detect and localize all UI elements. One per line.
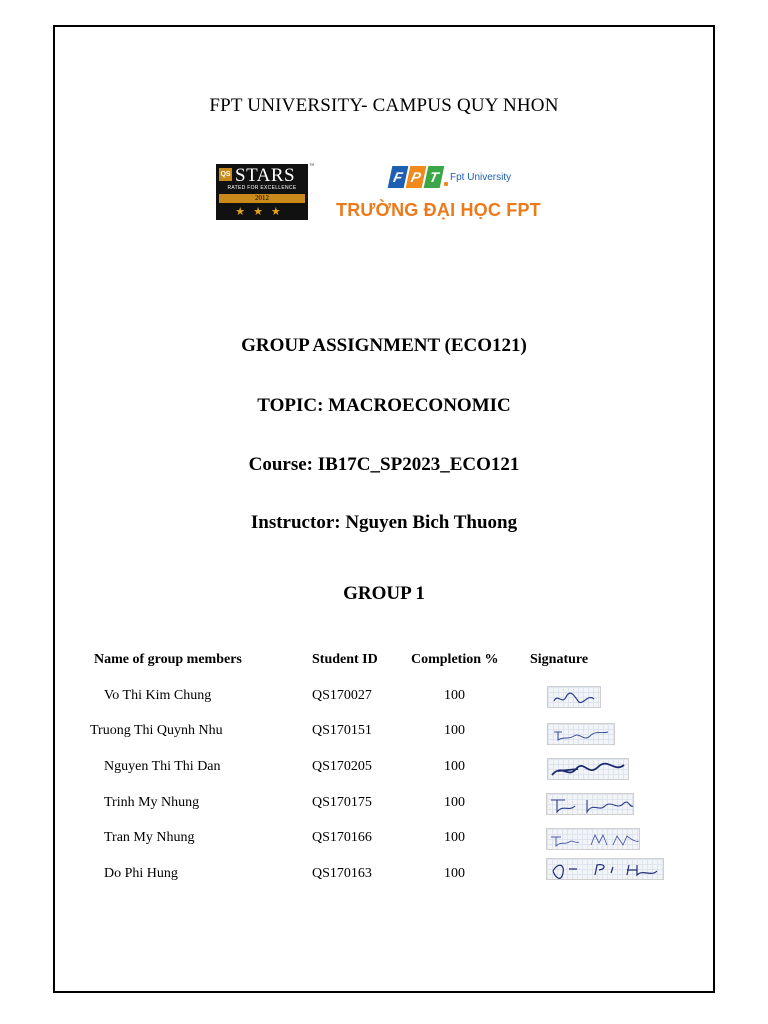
rating-stars-icon: ★★★ [235,206,289,218]
signature-stroke-icon [548,687,602,709]
signature-stroke-icon [548,759,630,781]
signature-stroke-icon [547,794,635,816]
trademark-mark: ™ [309,164,314,169]
header-student-id: Student ID [312,652,378,667]
member-name: Tran My Nhung [104,830,195,845]
fpt-vietnamese-name: TRƯỜNG ĐẠI HỌC FPT [336,200,541,220]
fpt-tag: Fpt University [450,172,512,183]
signature-image [546,828,640,850]
topic-title: TOPIC: MACROECONOMIC [257,395,511,416]
completion-value: 100 [444,830,465,845]
instructor-title: Instructor: Nguyen Bich Thuong [250,512,518,533]
fpt-letter-f: F [388,166,409,188]
signature-image [546,793,634,815]
completion-value: 100 [444,866,465,881]
signature-stroke-icon [547,859,665,881]
member-name: Truong Thi Quynh Nhu [90,723,223,738]
student-id: QS170205 [312,759,372,774]
assignment-title: GROUP ASSIGNMENT (ECO121) [241,335,527,356]
student-id: QS170166 [312,830,372,845]
qs-badge: QS [219,168,232,181]
signature-stroke-icon [547,829,641,851]
signature-image [547,758,629,780]
student-id: QS170175 [312,795,372,810]
stars-year: 2012 [219,194,305,203]
completion-value: 100 [444,795,465,810]
signature-stroke-icon [548,724,616,746]
member-name: Nguyen Thi Thi Dan [104,759,221,774]
student-id: QS170163 [312,866,372,881]
fpt-letter-t: T [424,166,445,188]
student-id: QS170027 [312,688,372,703]
signature-image [547,723,615,745]
fpt-university-logo [336,164,566,224]
member-name: Do Phi Hung [104,866,178,881]
completion-value: 100 [444,759,465,774]
completion-value: 100 [444,723,465,738]
header-signature: Signature [530,652,589,667]
header-completion: Completion % [411,652,499,667]
header-name: Name of group members [94,652,242,667]
qs-stars-logo [216,164,314,220]
course-title: Course: IB17C_SP2023_ECO121 [248,454,520,475]
university-name: FPT UNIVERSITY- CAMPUS QUY NHON [209,95,559,116]
completion-value: 100 [444,688,465,703]
member-name: Trinh My Nhung [104,795,200,810]
fpt-letter-p: P [406,166,427,188]
fpt-dot-icon [444,182,448,186]
stars-tagline: RATED FOR EXCELLENCE [227,185,297,191]
group-title: GROUP 1 [343,583,425,604]
signature-image [546,858,664,880]
stars-word: STARS [235,165,296,186]
member-name: Vo Thi Kim Chung [104,688,212,703]
signature-image [547,686,601,708]
student-id: QS170151 [312,723,372,738]
